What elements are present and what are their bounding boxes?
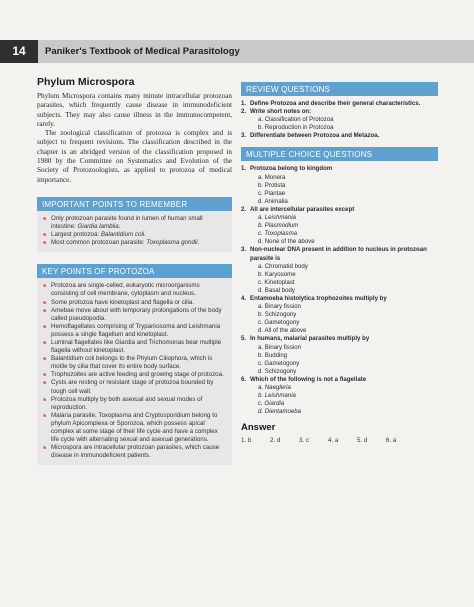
key-points-box — [37, 264, 232, 465]
list-item: ■ Protozoa multiply by both asexual and sexual modes of reproduction. — [43, 396, 226, 412]
list-item: ■ Protozoa are single-celled, eukaryotic microorganisms consisting of cell membrane, cytoplasm and nucleus. — [43, 282, 226, 298]
page-header — [0, 40, 474, 63]
answer-title: Answer — [241, 422, 276, 434]
key-points-title: KEY POINTS OF PROTOZOA — [37, 264, 232, 278]
option: b. Leishmania — [258, 392, 296, 400]
phylum-text — [37, 92, 232, 185]
question: 6. Which of the following is not a flagellate — [241, 375, 367, 383]
list-item: ■ Only protozoan parasite found in lumen of human small intestine: Giardia lamblia. — [43, 215, 226, 231]
answer-key — [241, 437, 438, 444]
option: a. Classification of Protozoa — [258, 116, 334, 124]
paragraph-2: The zoological classification of protozoa is complex and is subject to frequent revisions. The classification described in the chapter is an abridged version of the classification proposed in 1980 by the Committee on Systematics and Evolution of the Society of Protozoologists, as applied to protozoa of medical importance. — [37, 129, 232, 184]
list-item: ■ Malaria parasite, Toxoplasma and Cryptosporidium belong to phylum Apicomplexa or Sporozoa, which possess apical complex at some stage of their life cycle and have a complex life cycle with alternating sexual and asexual generations. — [43, 412, 226, 444]
question: 2. All are intercellular parasites except — [241, 205, 355, 213]
page-number: 14 — [0, 40, 38, 63]
option: b. Karyosome — [258, 270, 296, 278]
review-questions-title: REVIEW QUESTIONS — [241, 82, 438, 96]
book-title: Paniker's Textbook of Medical Parasitology — [45, 46, 240, 57]
option: c. Giardia — [258, 400, 285, 408]
question: 3. Non-nuclear DNA present in addition to nucleus in protozoan parasite is — [241, 246, 427, 262]
option: d. All of the above — [258, 327, 307, 335]
option: a. Chromatid body — [258, 262, 308, 270]
option: c. Toxoplasma — [258, 230, 298, 238]
answer-item: 1. b — [241, 437, 252, 445]
list-item: ■ Balantidium coli belongs to the Phylum Ciliophora, which is motile by cilia that cover its entire body surface. — [43, 355, 226, 371]
option: a. Naegleria — [258, 384, 291, 391]
key-points-list — [37, 278, 232, 465]
option: b. Reproduction in Protozoa — [258, 124, 334, 132]
option: a. Binary fission — [258, 343, 302, 351]
option: c. Gametogony — [258, 319, 300, 327]
paragraph-1: Phylum Microspora contains many minute intracellular protozoan parasites, which frequently cause disease in immunodeficient subjects. They may also cause illness in the immunocompetent, rarely. — [37, 92, 232, 128]
question: 2. Write short notes on: — [241, 108, 312, 116]
option: c. Plantae — [258, 189, 286, 197]
important-points-box — [37, 197, 232, 252]
option: c. Kinetoplast — [258, 278, 295, 286]
option: b. Schizogony — [258, 311, 297, 319]
list-item: ■ Luminal flagellates like Giardia and Trichomonas bear multiple flagella without kinetoplast. — [43, 339, 226, 355]
option: b. Protista — [258, 181, 286, 189]
answer-item: 3. c — [299, 437, 309, 445]
answer-item: 5. d — [357, 437, 368, 445]
list-item: ■ Trophozoites are active feeding and growing stage of protozoa. — [43, 371, 226, 379]
question: 4. Entamoeba histolytica trophozoites multiply by — [241, 294, 387, 302]
answer-item: 6. a — [386, 437, 397, 445]
question: 5. In humans, malarial parasites multiply by — [241, 335, 370, 343]
option: a. Leishmania — [258, 214, 296, 222]
option: c. Gametogony — [258, 359, 300, 367]
section-title-phylum-microspora: Phylum Microspora — [37, 76, 135, 88]
list-item: ■ Most common protozoan parasite: Toxoplasma gondii. — [43, 239, 226, 247]
question: 1. Define Protozoa and describe their general characteristics. — [241, 100, 421, 107]
mcq-title: MULTIPLE CHOICE QUESTIONS — [241, 147, 438, 161]
option: d. Schizogony — [258, 367, 297, 375]
answer-item: 4. a — [328, 437, 339, 445]
important-points-title: IMPORTANT POINTS TO REMEMBER — [37, 197, 232, 211]
option: d. Dientamoeba — [258, 408, 302, 416]
answer-item: 2. d — [270, 437, 281, 445]
option: a. Binary fission — [258, 303, 302, 311]
important-points-list — [37, 211, 232, 252]
question: 3. Differentiate between Protozoa and Metazoa. — [241, 132, 380, 140]
list-item: ■ Hemoflagellates comprising of Trypan\osoma and Leishmania possess a single flagellum and kinetoplast. — [43, 323, 226, 339]
list-item: ■ Largest protozoa: Balantidium coli. — [43, 231, 226, 239]
option: b. Budding — [258, 351, 288, 359]
left-column — [37, 76, 232, 465]
option: d. Animalia — [258, 197, 288, 205]
list-item: ■ Microspora are intracellular protozoan parasites, which cause disease in immunodeficient patients. — [43, 444, 226, 460]
list-item: ■ Cysts are resting or resistant stage of protozoa bounded by tough cell wall. — [43, 379, 226, 395]
list-item: ■ Amebae move about with temporary prolongations of the body called pseudopodia. — [43, 307, 226, 323]
option: b. Plasmodium — [258, 222, 299, 230]
right-column — [241, 82, 438, 444]
option: a. Monera — [258, 173, 286, 181]
question: 1. Protozoa belong to kingdom — [241, 165, 333, 173]
mcq-list — [241, 165, 438, 416]
review-questions-list — [241, 100, 438, 140]
option: d. Basal body — [258, 286, 295, 294]
list-item: ■ Some protozoa have kinetoplast and flagella or cilia. — [43, 299, 226, 307]
option: d. None of the above — [258, 238, 315, 246]
